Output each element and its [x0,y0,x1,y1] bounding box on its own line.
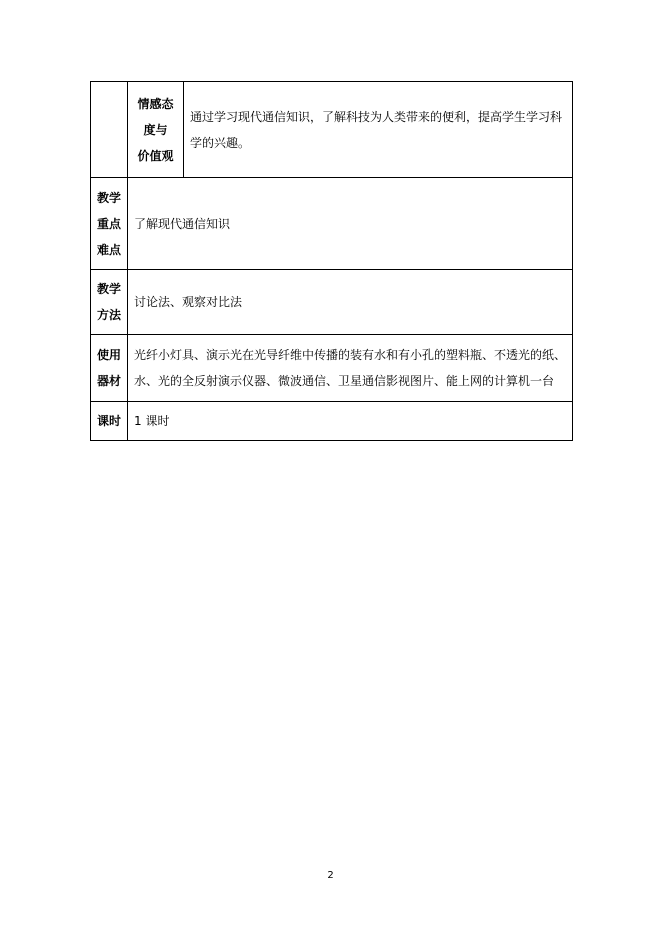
hours-label: 课时 [91,402,128,441]
attitude-content: 通过学习现代通信知识，了解科技为人类带来的便利，提高学生学习科学的兴趣。 [184,82,573,178]
key-points-content: 了解现代通信知识 [128,178,573,270]
attitude-label: 情感态 度与 价值观 [128,82,184,178]
methods-row [91,270,573,335]
equipment-row [91,335,573,402]
methods-content: 讨论法、观察对比法 [128,270,573,335]
key-points-row [91,178,573,270]
lesson-plan-table [90,81,573,441]
equipment-content: 光纤小灯具、演示光在光导纤维中传播的装有水和有小孔的塑料瓶、不透光的纸、水、光的全反射演示仪器、微波通信、卫星通信影视图片、能上网的计算机一台 [128,335,573,402]
attitude-row [91,82,573,178]
page-number: 2 [327,870,334,881]
hours-row [91,402,573,441]
hours-content: 1 课时 [128,402,573,441]
key-points-label: 教学 重点 难点 [91,178,128,270]
empty-cell [91,82,128,178]
methods-label: 教学 方法 [91,270,128,335]
equipment-label: 使用 器材 [91,335,128,402]
